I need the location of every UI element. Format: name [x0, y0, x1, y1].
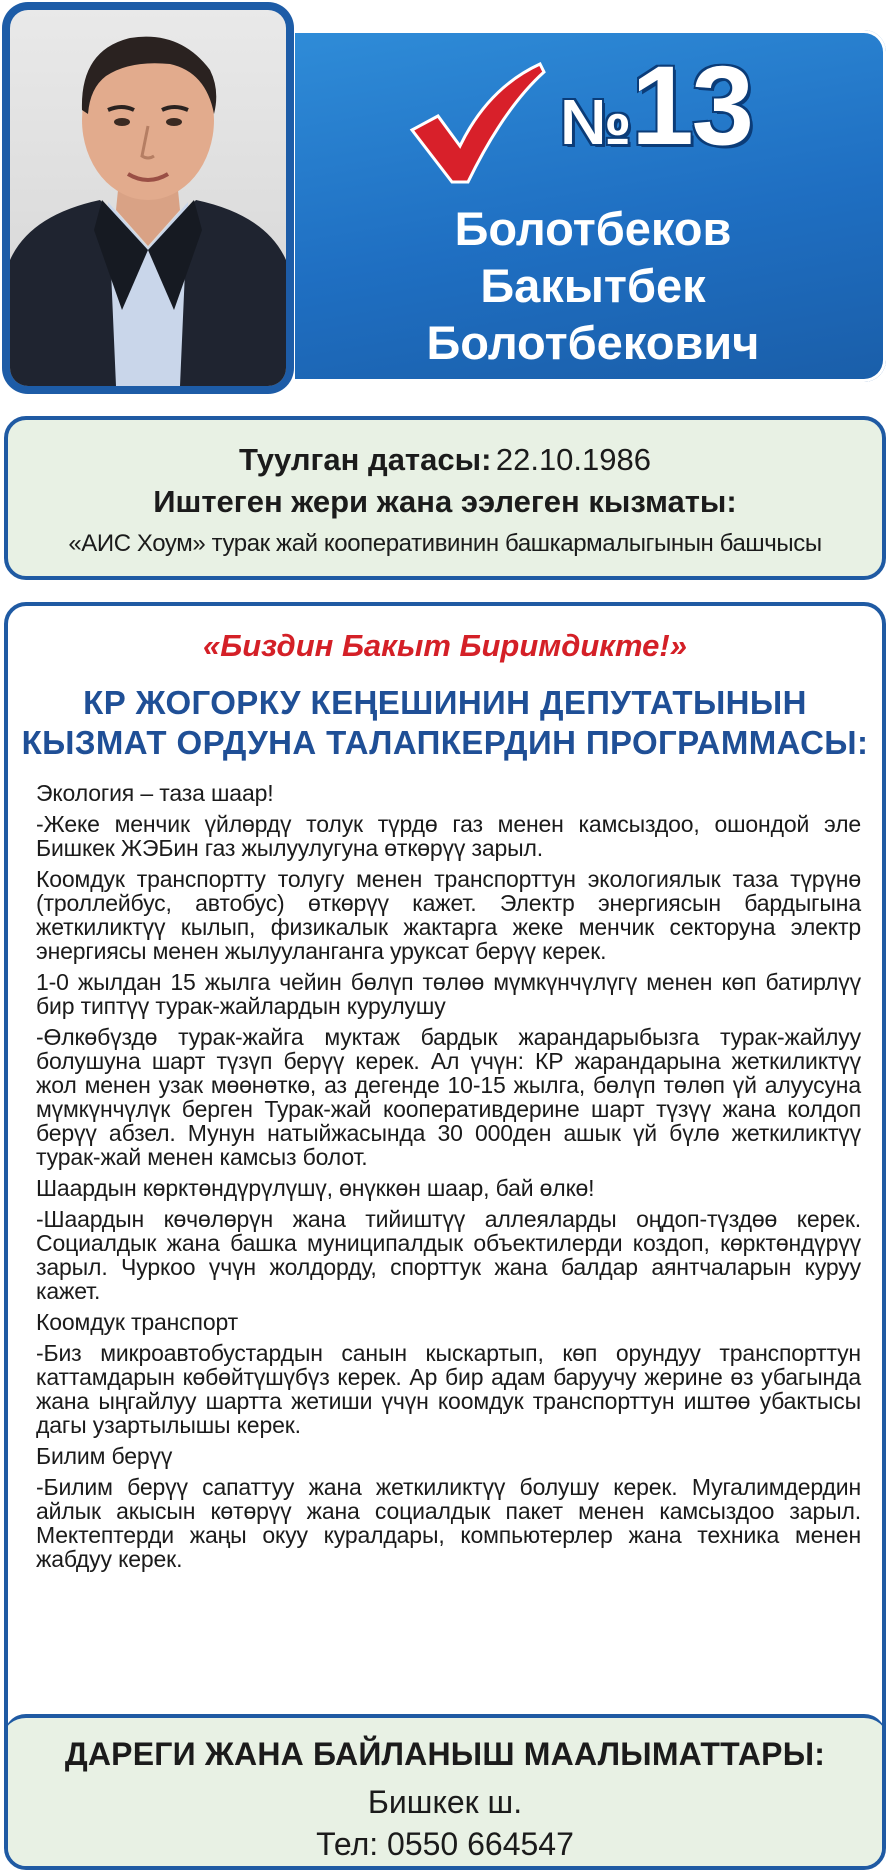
program-paragraph: Экология – таза шаар!: [36, 780, 274, 806]
program-paragraph: -Шаардын көчөлөрүн жана тийиштүү аллеяларды оңдоп-түздөө керек. Социалдык жана башка муниципалдык объектилерди коздоп, көрктөндүрүү зарыл. Чуркоо үчүн жолдорду, спорттук жана балдар аянтчаларын куруу кажет.: [36, 1206, 861, 1304]
candidate-first-name: Бакытбек: [480, 259, 706, 312]
program-paragraph: -Билим берүү сапаттуу жана жеткиликтүү болушу керек. Мугалимдердин айлык акысын көтөрүү жана социалдык пакет менен камсыздоо зарыл. Мектептерди жаңы окуу куралдары, компьютерлер жана техника менен жабдуу керек.: [36, 1474, 861, 1572]
contacts-heading: ДАРЕГИ ЖАНА БАЙЛАНЫШ МААЛЫМАТТАРЫ:: [64, 1736, 826, 1772]
program-paragraph: Коомдук транспортту толугу менен транспорттун экологиялык таза түрүнө (троллейбус, автобус) өткөрүү кажет. Электр энергиясын бардыгына жеткиликтүү кылып, физикалык жактарга жеке менчик секторуна электр энергиясы менен жылууланганга уруксат берүү керек.: [36, 866, 861, 964]
candidate-photo-frame: [2, 2, 294, 394]
program-paragraph: Шаардын көрктөндүрүлүшү, өнүккөн шаар, бай өлкө!: [36, 1175, 595, 1201]
program-heading-line-2: КЫЗМАТ ОРДУНА ТАЛАПКЕРДИН ПРОГРАММАСЫ:: [21, 724, 869, 761]
birth-date-label: Туулган датасы:: [239, 442, 492, 477]
candidate-info-box: [4, 416, 886, 580]
candidate-surname: Болотбеков: [454, 202, 732, 255]
contact-city: Бишкек ш.: [367, 1784, 523, 1820]
candidate-patronymic: Болотбекович: [426, 316, 760, 369]
program-paragraph: -Биз микроавтобустардын санын кыскартып, көп орундуу транспорттун каттамдарын көбөйтүшүбүз керек. Ар бир адам баруучу жерине өз убагында жана ыңгайлуу шартта жетиши үчүн коомдук транспорттун иштөө убактысы дагы узартылышы керек.: [36, 1340, 861, 1438]
program-paragraph: Билим берүү: [36, 1443, 173, 1469]
candidate-number: [560, 43, 752, 168]
program-paragraph: 1-0 жылдан 15 жылга чейин бөлүп төлөө мүмкүнчүлүгү менен көп батирлүү бир типтүү турак-жайлардын курулушу: [36, 969, 861, 1019]
birth-date-row: [8, 442, 882, 478]
birth-date-value: 22.10.1986: [495, 442, 651, 477]
program-heading-line-1: КР ЖОГОРКУ КЕҢЕШИНИН ДЕПУТАТЫНЫН: [83, 684, 807, 721]
candidate-portrait-illustration: [10, 10, 286, 386]
slogan: «Биздин Бакыт Биримдикте!»: [203, 628, 687, 663]
program-paragraph: -Жеке менчик үйлөрдү толук түрдө газ менен камсыздоо, ошондой эле Бишкек ЖЭБин газ жылуулугуна өткөрүү зарыл.: [36, 811, 861, 861]
program-text: [36, 781, 861, 1578]
workplace-label: Иштеген жери жана ээлеген кызматы:: [153, 484, 737, 519]
number-sign: №: [560, 86, 632, 158]
program-paragraph: Коомдук транспорт: [36, 1309, 239, 1335]
program-paragraph: -Өлкөбүздө турак-жайга муктаж бардык жарандарыбызга турак-жайлуу болушуна шарт түзүп берүү керек. Ал үчүн: КР жарандарына жеткиликтүү жол менен узак мөөнөткө, аз дегенде 10-15 жылга, бөлүп төлөп үй алуусуна мүмкүнчүлүк берген Турак-жай кооперативдерине шарт түзүү жана колдоп берүү абзел. Мунун натыйжасында 30 000ден ашык үй бүлө жеткиликтүү турак-жай менен камсыз болот.: [36, 1024, 861, 1170]
workplace-value: «АИС Хоум» турак жай кооперативинин башкармалыгынын башчысы: [68, 530, 822, 557]
candidate-photo: [10, 10, 286, 386]
program-box: [4, 602, 886, 1870]
workplace-row: [8, 484, 882, 520]
number-value: 13: [631, 43, 752, 168]
contact-phone: Тел: 0550 664547: [316, 1826, 574, 1862]
contacts-box: [4, 1714, 886, 1870]
checkmark-icon: [408, 58, 548, 188]
